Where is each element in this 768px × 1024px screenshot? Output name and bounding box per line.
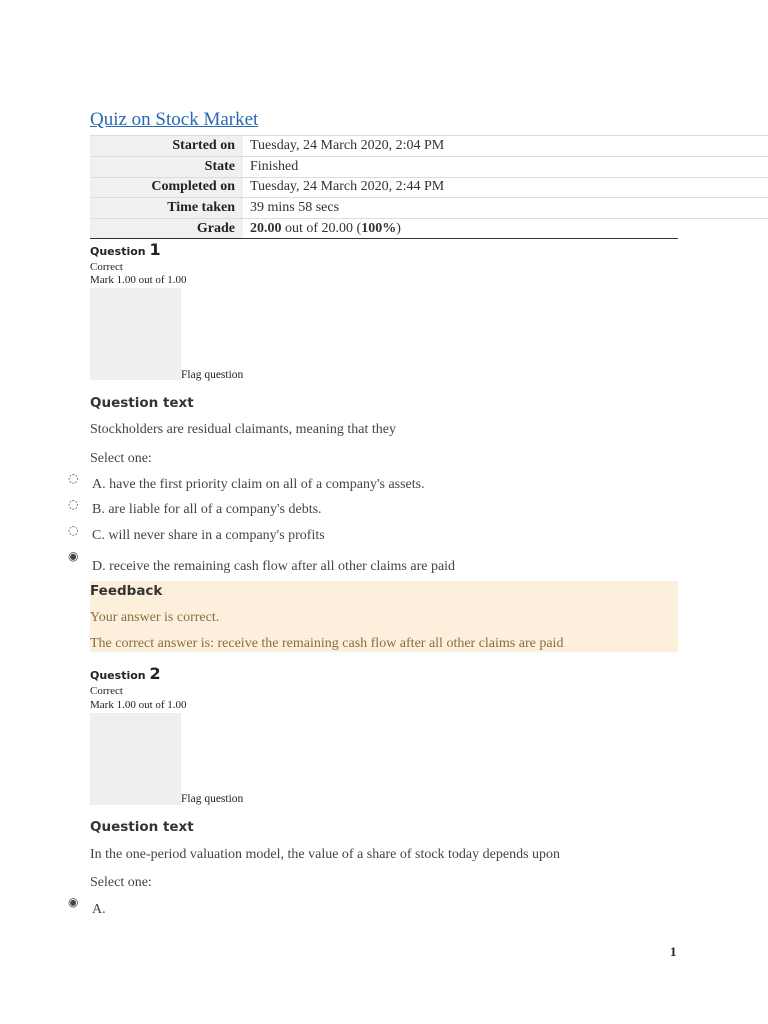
question-text-heading: Question text xyxy=(90,819,194,835)
select-one-label: Select one: xyxy=(90,451,152,466)
option-a[interactable]: A. xyxy=(92,902,106,917)
summary-label: Started on xyxy=(90,136,243,157)
feedback-heading: Feedback xyxy=(90,583,163,599)
radio-unselected-icon[interactable]: ◌ xyxy=(68,497,79,511)
question-number: 2 xyxy=(149,664,161,683)
radio-selected-icon[interactable]: ◉ xyxy=(68,549,79,563)
summary-value: 39 mins 58 secs xyxy=(243,198,768,219)
question-1-text: Stockholders are residual claimants, meaning that they xyxy=(90,422,396,437)
summary-value: Tuesday, 24 March 2020, 2:44 PM xyxy=(243,177,768,198)
quiz-title-link[interactable]: Quiz on Stock Market xyxy=(90,109,259,130)
summary-value: Tuesday, 24 March 2020, 2:04 PM xyxy=(243,136,768,157)
summary-label: Time taken xyxy=(90,198,243,219)
feedback-correct-answer: The correct answer is: receive the remaining cash flow after all other claims are paid xyxy=(90,636,564,651)
question-2-mark: Mark 1.00 out of 1.00 xyxy=(90,699,187,711)
attempt-summary-table xyxy=(90,135,768,239)
summary-row-started xyxy=(90,136,768,157)
question-2-text: In the one-period valuation model, the value of a share of stock today depends upon xyxy=(90,847,561,862)
question-number: 1 xyxy=(149,240,161,259)
feedback-panel xyxy=(90,581,678,652)
summary-row-time-taken xyxy=(90,198,768,219)
flag-question-link[interactable]: Flag question xyxy=(181,369,244,381)
radio-unselected-icon[interactable]: ◌ xyxy=(68,523,79,537)
question-1-header xyxy=(90,240,161,259)
question-prefix: Question xyxy=(90,245,150,258)
option-b[interactable]: B. are liable for all of a company's debts. xyxy=(92,502,322,517)
summary-row-state xyxy=(90,156,768,177)
question-text-heading: Question text xyxy=(90,395,194,411)
option-d[interactable]: D. receive the remaining cash flow after all other claims are paid xyxy=(92,559,456,574)
grade-value xyxy=(243,219,768,240)
page-number: 1 xyxy=(670,944,677,959)
grade-end: ) xyxy=(396,221,401,237)
option-a[interactable]: A. have the first priority claim on all of a company's assets. xyxy=(92,477,425,492)
summary-divider xyxy=(90,238,678,239)
radio-unselected-icon[interactable]: ◌ xyxy=(68,471,79,485)
summary-value: Finished xyxy=(243,156,768,177)
summary-row-completed xyxy=(90,177,768,198)
grade-score: 20.00 xyxy=(250,221,282,237)
grade-percent: 100% xyxy=(361,221,397,237)
flag-icon[interactable] xyxy=(90,288,181,380)
question-2-status: Correct xyxy=(90,685,123,697)
radio-selected-icon[interactable]: ◉ xyxy=(68,895,79,909)
summary-label: Completed on xyxy=(90,177,243,198)
grade-mid: out of 20.00 ( xyxy=(281,221,362,237)
select-one-label: Select one: xyxy=(90,875,152,890)
summary-row-grade xyxy=(90,219,768,240)
summary-label: Grade xyxy=(90,219,243,240)
question-1-status: Correct xyxy=(90,261,123,273)
summary-label: State xyxy=(90,156,243,177)
question-2-header xyxy=(90,664,161,683)
question-1-mark: Mark 1.00 out of 1.00 xyxy=(90,274,187,286)
feedback-result: Your answer is correct. xyxy=(90,610,220,625)
question-prefix: Question xyxy=(90,669,150,682)
option-c[interactable]: C. will never share in a company's profits xyxy=(92,528,325,543)
flag-question-link[interactable]: Flag question xyxy=(181,793,244,805)
flag-icon[interactable] xyxy=(90,713,181,805)
